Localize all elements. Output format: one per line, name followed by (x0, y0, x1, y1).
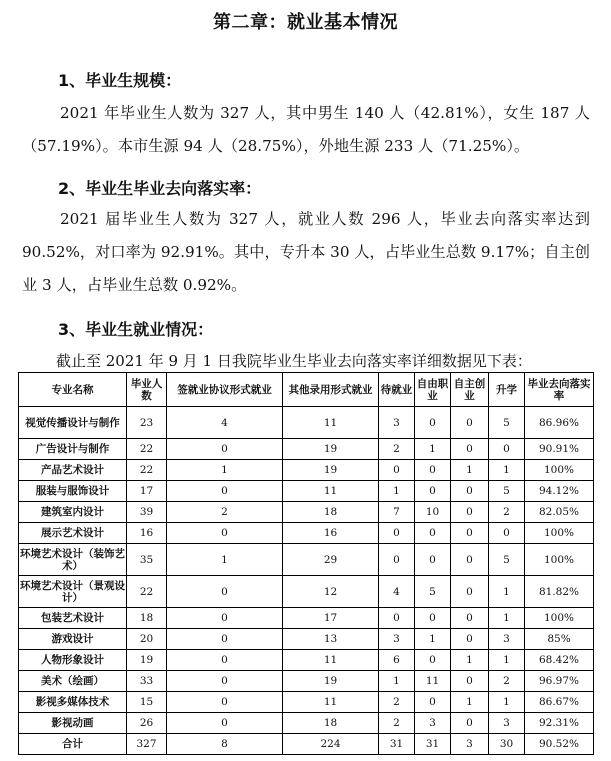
table-cell: 0 (167, 523, 283, 544)
table-cell: 26 (127, 713, 167, 734)
table-cell: 3 (415, 713, 451, 734)
table-cell: 2 (379, 713, 415, 734)
table-cell: 0 (415, 481, 451, 502)
table-cell: 3 (489, 629, 525, 650)
table-cell: 1 (415, 439, 451, 460)
table-cell: 31 (415, 734, 451, 755)
cell-major-name: 服装与服饰设计 (19, 481, 127, 502)
table-cell: 20 (127, 629, 167, 650)
section-3-heading: 3、毕业生就业情况： (58, 320, 214, 339)
cell-major-name: 展示艺术设计 (19, 523, 127, 544)
table-cell: 23 (127, 407, 167, 439)
table-cell: 1 (489, 692, 525, 713)
table-row (19, 576, 594, 608)
table-cell: 85% (525, 629, 594, 650)
cell-major-name: 游戏设计 (19, 629, 127, 650)
table-cell: 1 (167, 544, 283, 576)
table-cell: 0 (167, 576, 283, 608)
table-cell: 0 (167, 692, 283, 713)
cell-major-name: 美术（绘画） (19, 671, 127, 692)
table-row (19, 502, 594, 523)
table-cell: 2 (379, 439, 415, 460)
table-cell: 19 (283, 460, 379, 481)
table-row (19, 439, 594, 460)
table-cell: 16 (283, 523, 379, 544)
table-cell: 0 (167, 650, 283, 671)
table-cell: 3 (451, 734, 489, 755)
table-cell: 0 (415, 650, 451, 671)
cell-major-name: 产品艺术设计 (19, 460, 127, 481)
table-cell: 0 (415, 523, 451, 544)
table-cell: 0 (451, 576, 489, 608)
table-cell: 18 (283, 502, 379, 523)
table-row (19, 544, 594, 576)
header-pending: 待就业 (379, 373, 415, 407)
cell-major-name: 视觉传播设计与制作 (19, 407, 127, 439)
table-cell: 31 (379, 734, 415, 755)
table-cell: 2 (489, 671, 525, 692)
table-cell: 0 (379, 608, 415, 629)
table-cell: 6 (379, 650, 415, 671)
table-cell: 4 (379, 576, 415, 608)
table-cell: 0 (415, 544, 451, 576)
table-row (19, 460, 594, 481)
table-cell: 33 (127, 671, 167, 692)
table-cell: 3 (379, 629, 415, 650)
table-cell: 1 (489, 576, 525, 608)
table-cell: 29 (283, 544, 379, 576)
cell-major-name: 广告设计与制作 (19, 439, 127, 460)
table-cell: 327 (127, 734, 167, 755)
table-cell: 0 (167, 608, 283, 629)
table-cell: 90.91% (525, 439, 594, 460)
table-cell: 2 (379, 692, 415, 713)
chapter-title: 第二章：就业基本情况 (213, 12, 398, 33)
table-cell: 15 (127, 692, 167, 713)
table-cell: 12 (283, 576, 379, 608)
table-cell: 90.52% (525, 734, 594, 755)
cell-major-name: 环境艺术设计（装饰艺术） (19, 544, 127, 576)
table-cell: 5 (489, 544, 525, 576)
table-cell: 1 (489, 608, 525, 629)
table-cell: 16 (127, 523, 167, 544)
header-entrepreneur: 自主创业 (451, 373, 489, 407)
table-cell: 0 (451, 523, 489, 544)
table-cell: 224 (283, 734, 379, 755)
table-row (19, 523, 594, 544)
table-cell: 1 (415, 629, 451, 650)
cell-major-name: 合计 (19, 734, 127, 755)
table-cell: 0 (451, 544, 489, 576)
section-1-paragraph: 2021 年毕业生人数为 327 人，其中男生 140 人（42.81%），女生 187 人（57.19%）。本市生源 94 人（28.75%），外地生源 233 人（71.25%）。 (22, 104, 590, 155)
table-cell: 0 (489, 523, 525, 544)
table-cell: 0 (451, 439, 489, 460)
table-cell: 0 (451, 629, 489, 650)
table-cell: 2 (489, 502, 525, 523)
table-cell: 2 (167, 502, 283, 523)
section-1-heading: 1、毕业生规模： (58, 71, 182, 90)
cell-major-name: 人物形象设计 (19, 650, 127, 671)
table-cell: 18 (283, 713, 379, 734)
table-cell: 82.05% (525, 502, 594, 523)
table-row (19, 671, 594, 692)
table-cell: 0 (415, 692, 451, 713)
header-further-study: 升学 (489, 373, 525, 407)
table-cell: 1 (489, 650, 525, 671)
table-cell: 1 (489, 460, 525, 481)
table-cell: 100% (525, 544, 594, 576)
table-cell: 35 (127, 544, 167, 576)
table-cell: 22 (127, 439, 167, 460)
section-2-paragraph: 2021 届毕业生人数为 327 人，就业人数 296 人，毕业去向落实率达到 90.52%，对口率为 92.91%。其中，专升本 30 人，占毕业生总数 9.17%；自主创业 3 人，占毕业生总数 0.92%。 (22, 210, 590, 294)
table-row (19, 481, 594, 502)
table-intro: 截止至 2021 年 9 月 1 日我院毕业生毕业去向落实率详细数据见下表： (56, 352, 532, 370)
table-cell: 0 (451, 407, 489, 439)
table-cell: 5 (415, 576, 451, 608)
table-cell: 0 (379, 523, 415, 544)
table-cell: 0 (489, 439, 525, 460)
table-cell: 92.31% (525, 713, 594, 734)
cell-major-name: 环境艺术设计（景观设计） (19, 576, 127, 608)
table-cell: 11 (283, 407, 379, 439)
table-cell: 0 (451, 481, 489, 502)
table-cell: 5 (489, 481, 525, 502)
table-row (19, 407, 594, 439)
header-placement-rate: 毕业去向落实率 (525, 373, 594, 407)
table-cell: 4 (167, 407, 283, 439)
table-cell: 0 (379, 460, 415, 481)
table-cell: 1 (167, 460, 283, 481)
table-cell: 5 (489, 407, 525, 439)
table-cell: 1 (379, 481, 415, 502)
table-cell: 86.96% (525, 407, 594, 439)
table-cell: 0 (451, 671, 489, 692)
table-cell: 94.12% (525, 481, 594, 502)
table-header-row (19, 373, 594, 407)
table-cell: 11 (283, 650, 379, 671)
table-cell: 0 (451, 713, 489, 734)
table-cell: 1 (451, 692, 489, 713)
cell-major-name: 影视多媒体技术 (19, 692, 127, 713)
table-cell: 68.42% (525, 650, 594, 671)
header-major: 专业名称 (19, 373, 127, 407)
table-cell: 96.97% (525, 671, 594, 692)
table-cell: 19 (283, 439, 379, 460)
table-cell: 18 (127, 608, 167, 629)
table-cell: 22 (127, 460, 167, 481)
table-cell: 0 (415, 407, 451, 439)
table-cell: 7 (379, 502, 415, 523)
table-cell: 0 (167, 713, 283, 734)
table-row (19, 629, 594, 650)
cell-major-name: 建筑室内设计 (19, 502, 127, 523)
header-other-employment: 其他录用形式就业 (283, 373, 379, 407)
header-graduates: 毕业人数 (127, 373, 167, 407)
table-cell: 39 (127, 502, 167, 523)
table-row (19, 692, 594, 713)
header-freelance: 自由职业 (415, 373, 451, 407)
table-row (19, 650, 594, 671)
table-cell: 1 (451, 650, 489, 671)
table-cell: 3 (379, 407, 415, 439)
table-cell: 0 (379, 544, 415, 576)
table-cell: 100% (525, 523, 594, 544)
table-cell: 19 (283, 671, 379, 692)
table-cell: 0 (167, 671, 283, 692)
table-cell: 19 (127, 650, 167, 671)
table-cell: 0 (451, 608, 489, 629)
table-cell: 30 (489, 734, 525, 755)
employment-table (18, 372, 594, 755)
table-cell: 81.82% (525, 576, 594, 608)
table-cell: 0 (167, 439, 283, 460)
table-cell: 17 (127, 481, 167, 502)
table-cell: 100% (525, 460, 594, 481)
table-cell: 86.67% (525, 692, 594, 713)
table-cell: 0 (451, 502, 489, 523)
table-cell: 3 (489, 713, 525, 734)
table-row (19, 608, 594, 629)
table-cell: 13 (283, 629, 379, 650)
table-cell: 1 (451, 460, 489, 481)
table-cell: 17 (283, 608, 379, 629)
table-total-row (19, 734, 594, 755)
table-cell: 100% (525, 608, 594, 629)
table-cell: 11 (283, 692, 379, 713)
table-cell: 10 (415, 502, 451, 523)
table-cell: 0 (415, 608, 451, 629)
table-cell: 0 (167, 481, 283, 502)
table-cell: 11 (283, 481, 379, 502)
header-agreement-employment: 签就业协议形式就业 (167, 373, 283, 407)
table-cell: 1 (379, 671, 415, 692)
table-cell: 8 (167, 734, 283, 755)
section-2-heading: 2、毕业生毕业去向落实率： (58, 179, 262, 198)
table-cell: 0 (167, 629, 283, 650)
table-cell: 0 (415, 460, 451, 481)
table-cell: 22 (127, 576, 167, 608)
cell-major-name: 包装艺术设计 (19, 608, 127, 629)
cell-major-name: 影视动画 (19, 713, 127, 734)
table-cell: 11 (415, 671, 451, 692)
table-row (19, 713, 594, 734)
